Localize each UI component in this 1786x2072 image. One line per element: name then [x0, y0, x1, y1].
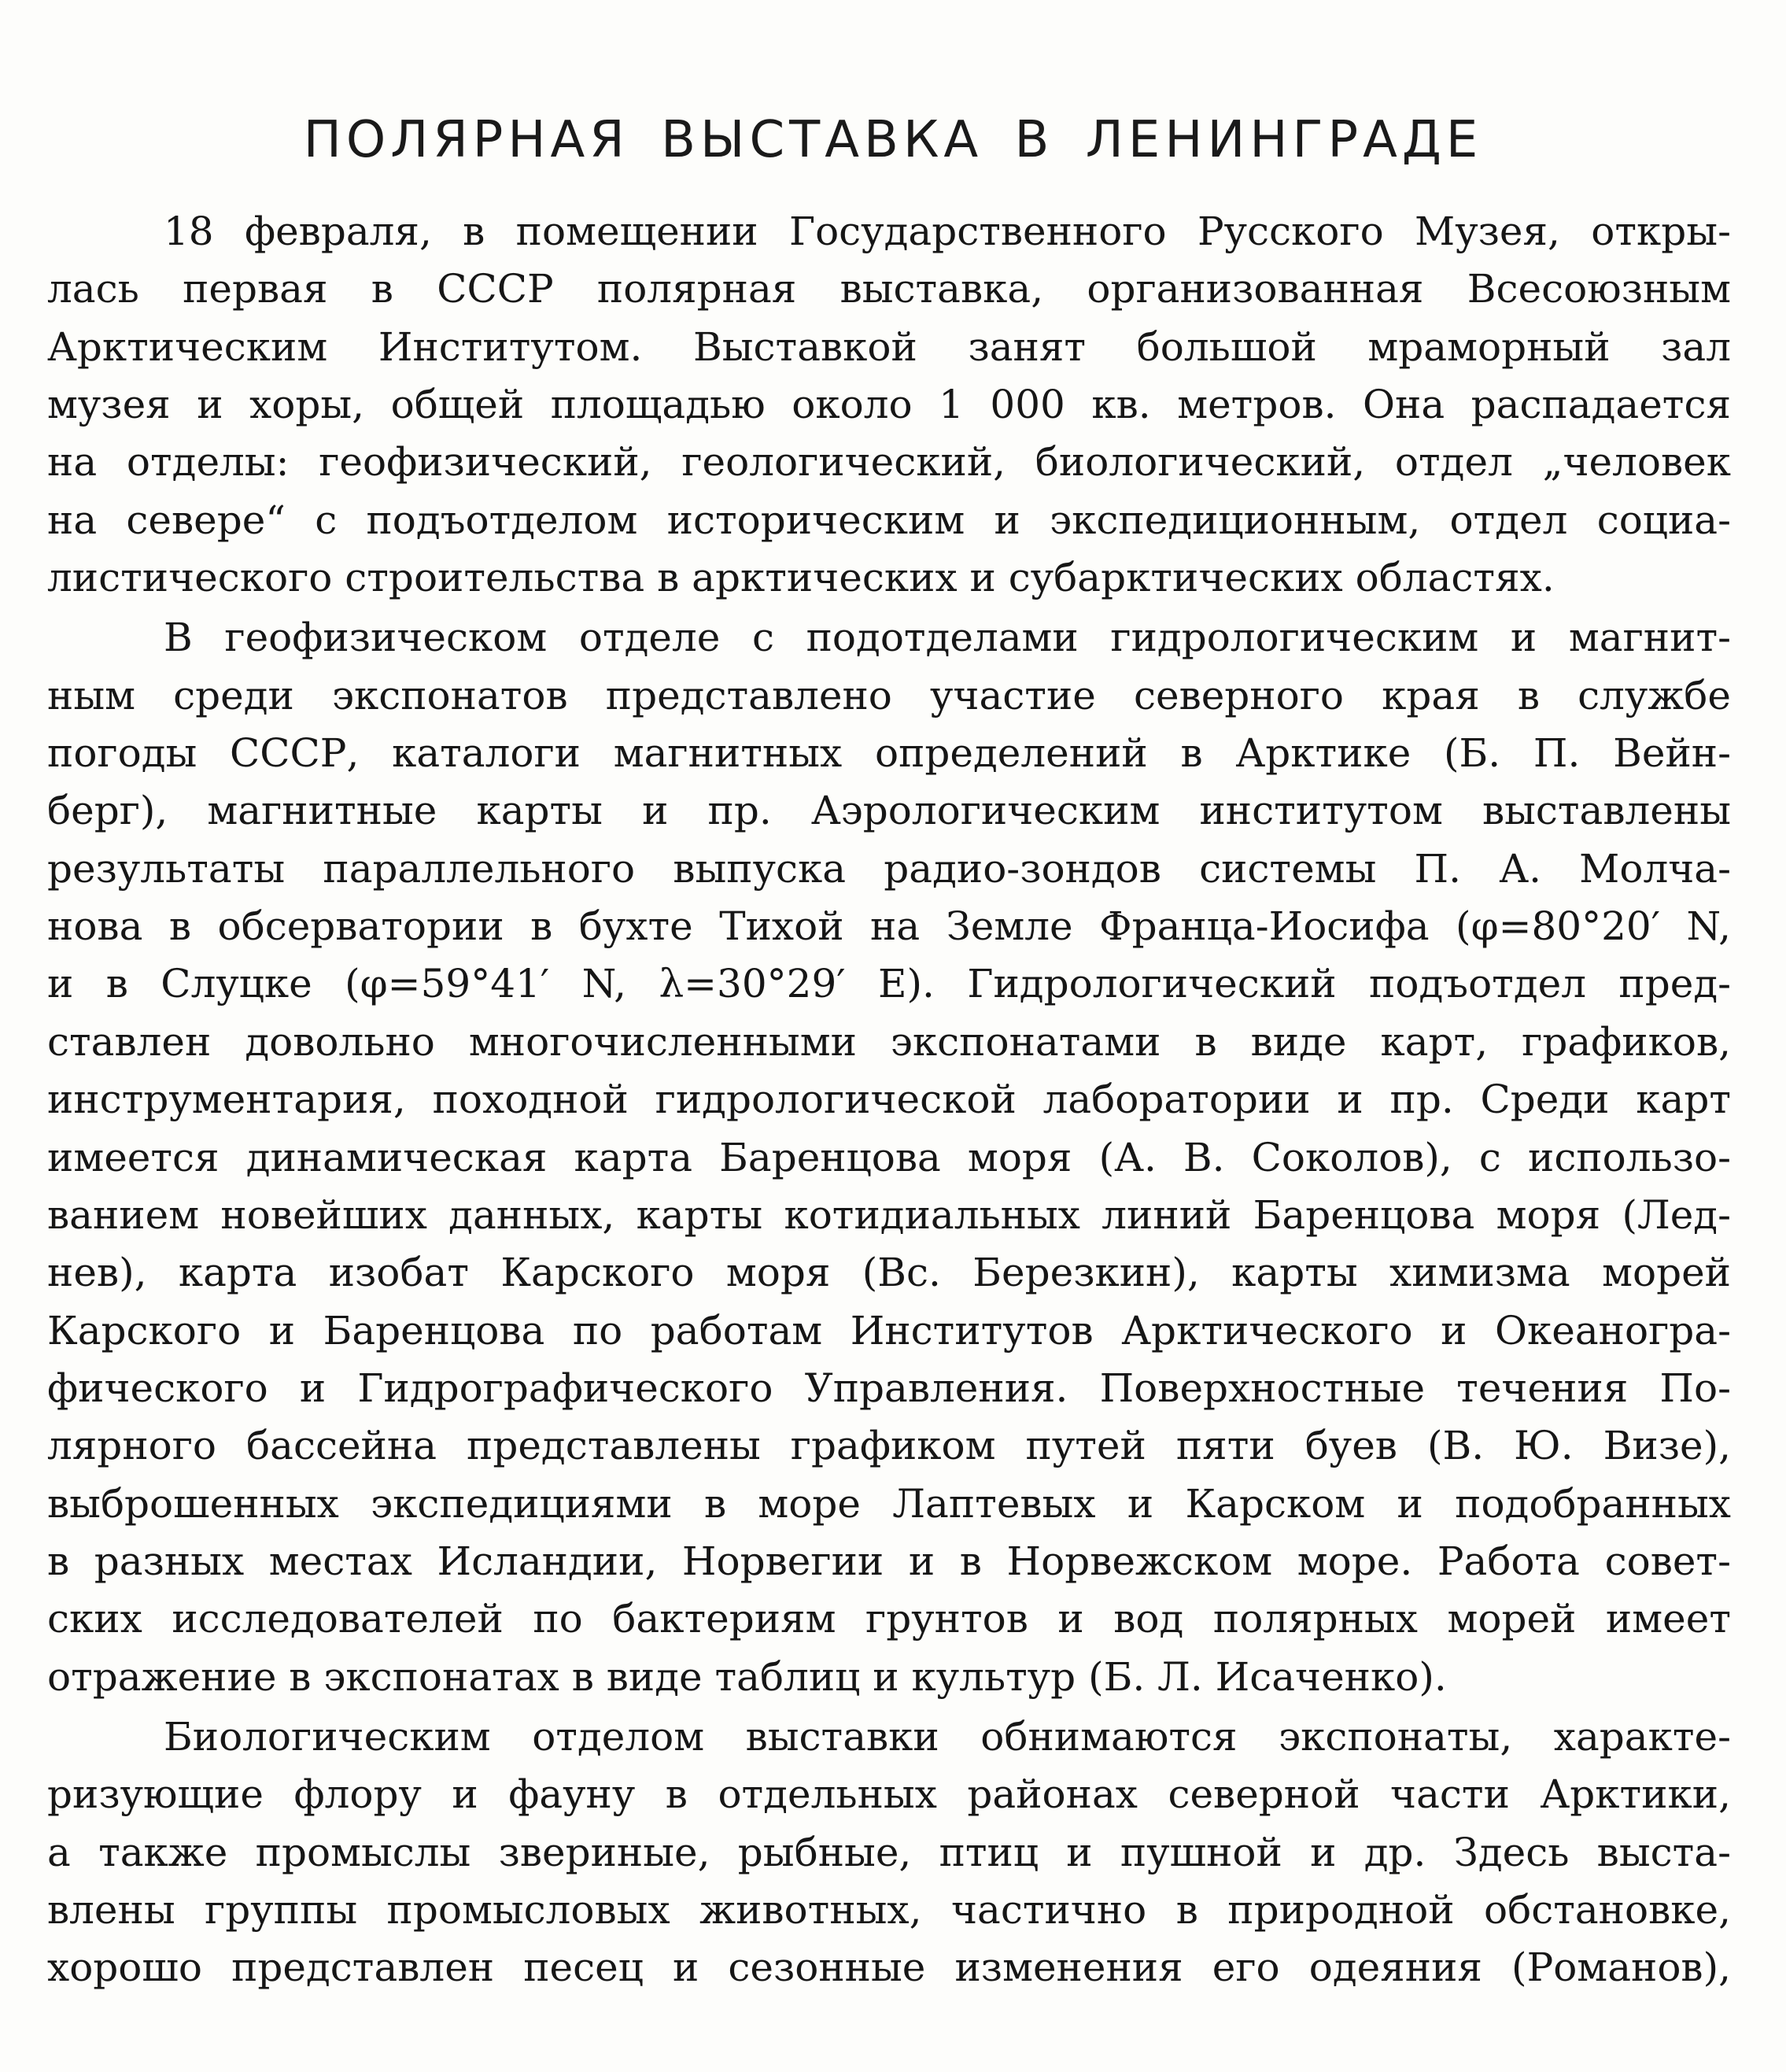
- text-line: ным среди экспонатов представлено участие северного края в службе: [47, 672, 1731, 718]
- text-line: Биологическим отделом выставки обнимаются экспонаты, характе-: [164, 1713, 1731, 1760]
- text-line: ских исследователей по бактериям грунтов и вод полярных морей имеет: [47, 1596, 1731, 1642]
- text-line: на отделы: геофизический, геологический, биологический, отдел „человек: [47, 439, 1731, 486]
- text-line: инструментария, походной гидрологической лаборатории и пр. Среди карт: [47, 1077, 1731, 1123]
- text-line: влены группы промысловых животных, частично в природной обстановке,: [47, 1886, 1731, 1933]
- text-line: фического и Гидрографического Управления. Поверхностные течения По-: [47, 1365, 1731, 1411]
- text-line: ставлен довольно многочисленными экспонатами в виде карт, графиков,: [47, 1018, 1731, 1065]
- text-line: лярного бассейна представлены графиком путей пяти буев (В. Ю. Визе),: [47, 1423, 1731, 1469]
- text-line: Карского и Баренцова по работам Институтов Арктического и Океаногра-: [47, 1307, 1731, 1354]
- text-line: выброшенных экспедициями в море Лаптевых и Карском и подобранных: [47, 1480, 1731, 1527]
- text-line: имеется динамическая карта Баренцова моря (А. В. Соколов), с использо-: [47, 1134, 1731, 1180]
- text-line: лась первая в СССР полярная выставка, организованная Всесоюзным: [47, 266, 1731, 312]
- text-line: листического строительства в арктических и субарктических областях.: [47, 555, 1555, 601]
- text-line: на севере“ с подъотделом историческим и экспедиционным, отдел социа-: [47, 497, 1731, 543]
- text-line: в разных местах Исландии, Норвегии и в Норвежском море. Работа совет-: [47, 1538, 1731, 1584]
- text-line: нев), карта изобат Карского моря (Вс. Березкин), карты химизма морей: [47, 1250, 1731, 1296]
- text-line: В геофизическом отделе с подотделами гидрологическим и магнит-: [164, 615, 1731, 661]
- text-line: и в Слуцке (φ=59°41′ N, λ=30°29′ E). Гидрологический подъотдел пред-: [47, 961, 1731, 1007]
- text-line: результаты параллельного выпуска радио-зондов системы П. А. Молча-: [47, 845, 1731, 892]
- text-line: нова в обсерватории в бухте Тихой на Земле Франца-Иосифа (φ=80°20′ N,: [47, 903, 1731, 950]
- text-line: отражение в экспонатах в виде таблиц и культур (Б. Л. Исаченко).: [47, 1653, 1447, 1700]
- text-line: ванием новейших данных, карты котидиальных линий Баренцова моря (Лед-: [47, 1191, 1731, 1238]
- text-line: ризующие флору и фауну в отдельных районах северной части Арктики,: [47, 1771, 1731, 1818]
- text-line: 18 февраля, в помещении Государственного Русского Музея, откры-: [164, 209, 1731, 254]
- text-line: хорошо представлен песец и сезонные изменения его одеяния (Романов),: [47, 1945, 1731, 1991]
- article-body: [47, 203, 1731, 1997]
- article-title: ПОЛЯРНАЯ ВЫСТАВКА В ЛЕНИНГРАДЕ: [303, 110, 1483, 169]
- text-line: берг), магнитные карты и пр. Аэрологическим институтом выставлены: [47, 788, 1731, 834]
- text-line: музея и хоры, общей площадью около 1 000 кв. метров. Она распадается: [47, 382, 1731, 428]
- text-line: Арктическим Институтом. Выставкой занят большой мраморный зал: [47, 323, 1731, 370]
- text-line: а также промыслы звериные, рыбные, птиц и пушной и др. Здесь выста-: [47, 1829, 1731, 1875]
- text-line: погоды СССР, каталоги магнитных определений в Арктике (Б. П. Вейн-: [47, 730, 1731, 777]
